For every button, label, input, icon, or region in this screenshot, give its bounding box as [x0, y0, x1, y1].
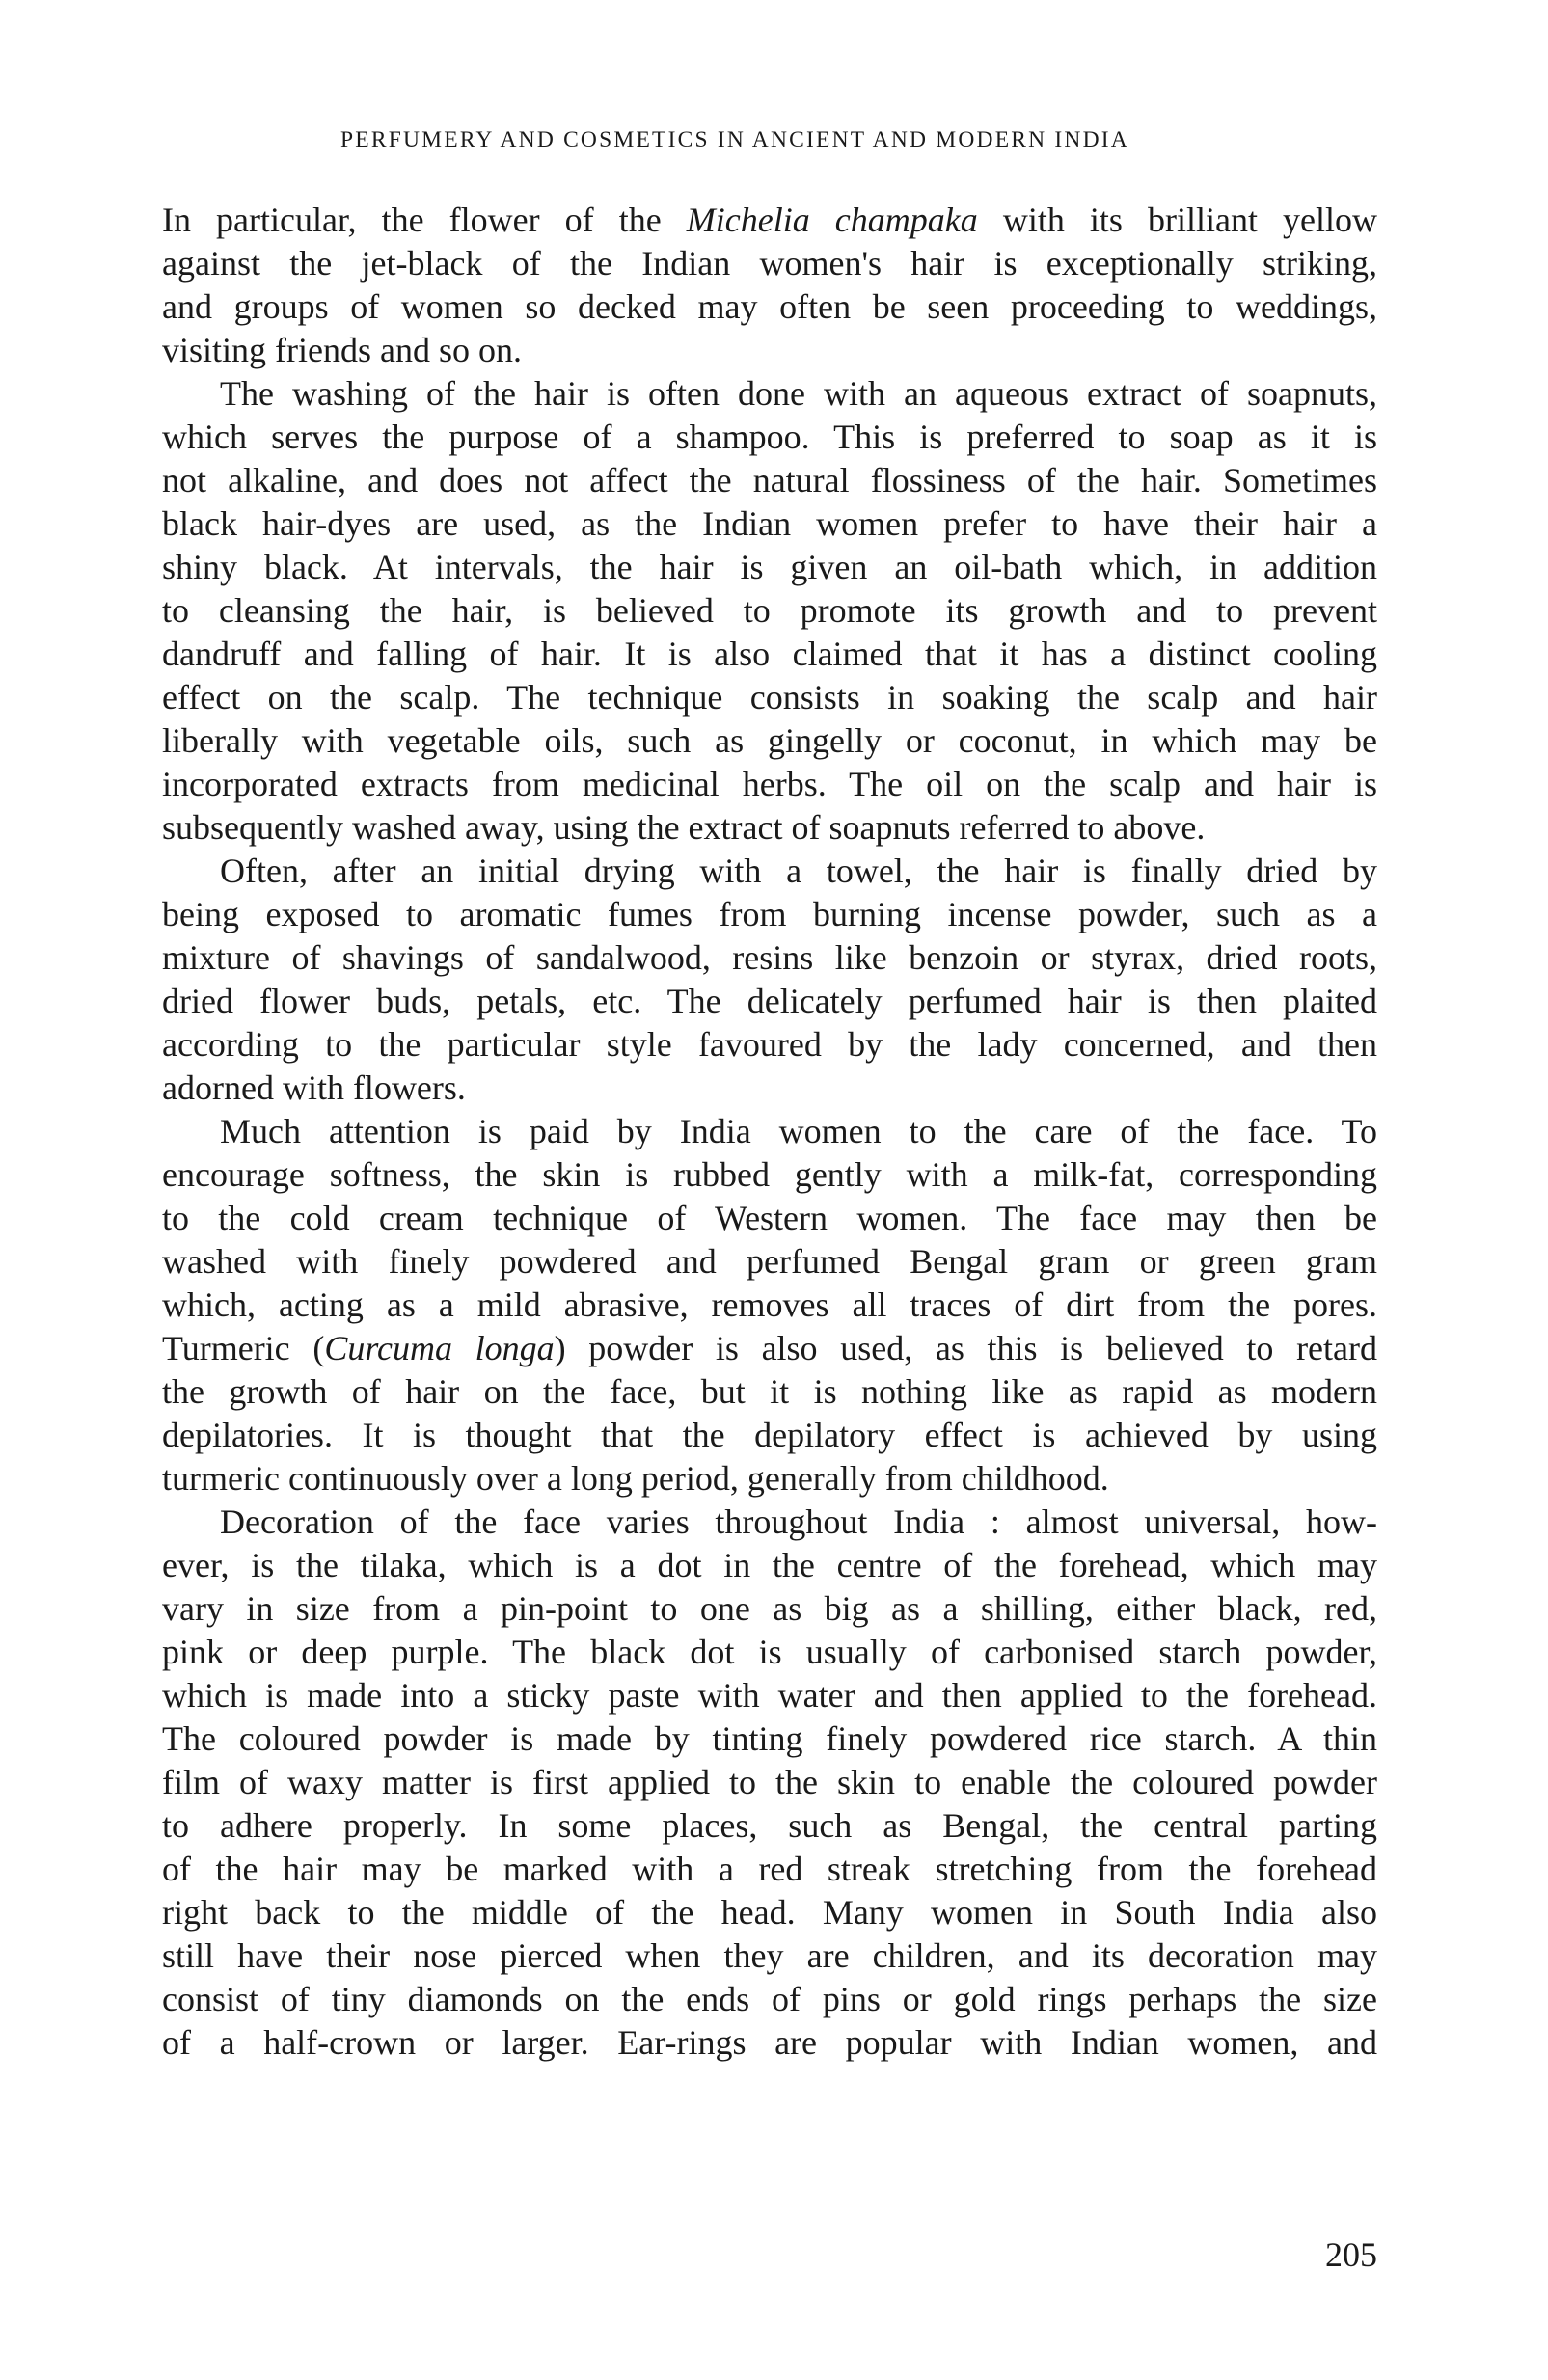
text-line: effect on the scalp. The technique consists in soaking the scalp and hair: [162, 678, 1377, 717]
text-line: Decoration of the face varies throughout India : almost universal, how-: [220, 1502, 1377, 1541]
text-line: according to the particular style favoured by the lady concerned, and then: [162, 1025, 1377, 1064]
text-line: black hair-dyes are used, as the Indian women prefer to have their hair a: [162, 504, 1377, 543]
italic-species-name: Michelia champaka: [686, 201, 978, 239]
text-line: right back to the middle of the head. Many women in South India also: [162, 1893, 1377, 1932]
text-line: subsequently washed away, using the extract of soapnuts referred to above.: [162, 808, 1206, 847]
text-line: dried flower buds, petals, etc. The delicately perfumed hair is then plaited: [162, 982, 1377, 1020]
body-text: [162, 199, 1377, 2065]
text-line: Often, after an initial drying with a towel, the hair is finally dried by: [220, 852, 1377, 890]
text-line: Much attention is paid by India women to the care of the face. To: [220, 1112, 1377, 1150]
text-line: visiting friends and so on.: [162, 331, 522, 369]
text-line: to cleansing the hair, is believed to promote its growth and to prevent: [162, 591, 1377, 630]
text-line: which is made into a sticky paste with water and then applied to the forehead.: [162, 1676, 1377, 1715]
text-line: washed with finely powdered and perfumed Bengal gram or green gram: [162, 1242, 1377, 1281]
text-line: shiny black. At intervals, the hair is given an oil-bath which, in addition: [162, 548, 1377, 586]
text-run: Turmeric (: [162, 1329, 325, 1367]
text-line: adorned with flowers.: [162, 1068, 466, 1107]
text-line: ever, is the tilaka, which is a dot in the centre of the forehead, which may: [162, 1546, 1377, 1584]
text-line: and groups of women so decked may often be seen proceeding to weddings,: [162, 287, 1377, 326]
running-head: PERFUMERY AND COSMETICS IN ANCIENT AND MODERN INDIA: [340, 127, 1129, 152]
text-line: of a half-crown or larger. Ear-rings are popular with Indian women, and: [162, 2023, 1377, 2062]
page-number: 205: [1325, 2235, 1377, 2274]
paragraph: [162, 1501, 1377, 2065]
text-line: depilatories. It is thought that the depilatory effect is achieved by using: [162, 1416, 1377, 1454]
text-line: encourage softness, the skin is rubbed gently with a milk-fat, corresponding: [162, 1155, 1377, 1194]
text-run: with its brilliant yellow: [977, 201, 1378, 239]
text-line: film of waxy matter is first applied to the skin to enable the coloured powder: [162, 1763, 1377, 1801]
text-line: liberally with vegetable oils, such as gingelly or coconut, in which may be: [162, 721, 1377, 760]
text-line: [162, 1327, 1377, 1370]
paragraph: [162, 372, 1377, 850]
text-line: consist of tiny diamonds on the ends of pins or gold rings perhaps the size: [162, 1980, 1377, 2018]
text-line: not alkaline, and does not affect the natural flossiness of the hair. Sometimes: [162, 461, 1377, 500]
text-line: The coloured powder is made by tinting finely powdered rice starch. A thin: [162, 1719, 1377, 1758]
italic-species-name: Curcuma longa: [324, 1329, 555, 1367]
text-line: of the hair may be marked with a red streak stretching from the forehead: [162, 1850, 1377, 1888]
text-line: being exposed to aromatic fumes from burning incense powder, such as a: [162, 895, 1377, 933]
text-line: turmeric continuously over a long period, generally from childhood.: [162, 1459, 1109, 1498]
text-line: to adhere properly. In some places, such as Bengal, the central parting: [162, 1806, 1377, 1845]
paragraph: [162, 850, 1377, 1110]
text-line: still have their nose pierced when they are children, and its decoration may: [162, 1936, 1377, 1975]
text-line: mixture of shavings of sandalwood, resins like benzoin or styrax, dried roots,: [162, 938, 1377, 977]
text-line: vary in size from a pin-point to one as big as a shilling, either black, red,: [162, 1589, 1377, 1628]
paragraph: [162, 1110, 1377, 1501]
text-line: [162, 199, 1377, 242]
text-line: which, acting as a mild abrasive, removes all traces of dirt from the pores.: [162, 1285, 1377, 1324]
text-line: dandruff and falling of hair. It is also claimed that it has a distinct cooling: [162, 635, 1377, 673]
text-run: ) powder is also used, as this is believed to retard: [554, 1329, 1377, 1367]
text-run: In particular, the flower of the: [162, 201, 687, 239]
text-line: The washing of the hair is often done with an aqueous extract of soapnuts,: [220, 374, 1377, 413]
text-line: the growth of hair on the face, but it is nothing like as rapid as modern: [162, 1372, 1377, 1411]
text-line: pink or deep purple. The black dot is usually of carbonised starch powder,: [162, 1633, 1377, 1671]
text-line: which serves the purpose of a shampoo. This is preferred to soap as it is: [162, 418, 1377, 456]
paragraph: [162, 199, 1377, 372]
text-line: against the jet-black of the Indian women's hair is exceptionally striking,: [162, 244, 1377, 283]
text-line: to the cold cream technique of Western women. The face may then be: [162, 1199, 1377, 1237]
text-line: incorporated extracts from medicinal herbs. The oil on the scalp and hair is: [162, 765, 1377, 803]
